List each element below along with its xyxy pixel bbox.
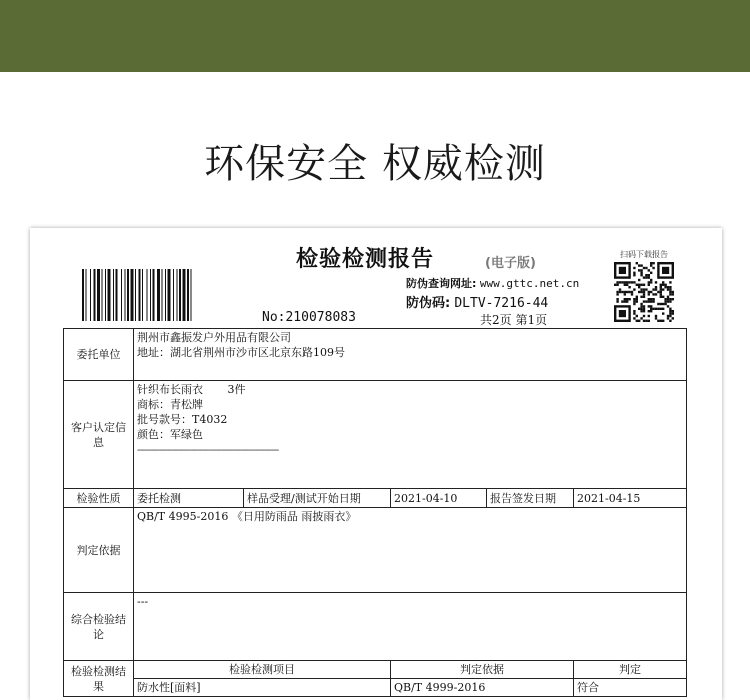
- report-table: [63, 328, 687, 697]
- test-report-document: [30, 228, 722, 700]
- col-item-header: 检验检测项目: [134, 661, 391, 679]
- conclusion-label: 综合检验结论: [64, 593, 134, 661]
- results-label: 检验检测结果: [64, 661, 134, 697]
- table-row: [64, 679, 687, 697]
- customer-line: 针织布长雨衣 3件: [137, 383, 246, 396]
- client-info: [134, 329, 687, 381]
- table-row: [64, 661, 687, 679]
- antifake-label: 防伪码:: [406, 296, 451, 311]
- anti-fake-code: [406, 292, 548, 311]
- top-banner: [0, 0, 750, 72]
- sample-date-value: 2021-04-10: [391, 489, 487, 508]
- issue-date-label: 报告签发日期: [487, 489, 574, 508]
- table-row: [64, 381, 687, 489]
- customer-label: 客户认定信息: [64, 381, 134, 489]
- basis-value: QB/T 4995-2016 《日用防雨品 雨披雨衣》: [134, 508, 687, 593]
- antifake-value: DLTV-7216-44: [454, 296, 549, 311]
- dash-separator: ----------------------------------------------------: [137, 443, 279, 456]
- query-url: www.gttc.net.cn: [479, 277, 580, 290]
- table-row: [64, 489, 687, 508]
- issue-date-value: 2021-04-15: [574, 489, 687, 508]
- table-row: [64, 508, 687, 593]
- item-name: 防水性[面料]: [134, 679, 391, 697]
- customer-line: 商标：青松牌: [137, 398, 203, 411]
- table-row: [64, 329, 687, 381]
- col-basis-header: 判定依据: [391, 661, 574, 679]
- page-headline: 环保安全 权威检测: [204, 141, 546, 187]
- query-label: 防伪查询网址:: [406, 277, 477, 290]
- client-name: 荆州市鑫振发户外用品有限公司: [137, 331, 291, 344]
- table-row: [64, 593, 687, 661]
- customer-line: 批号款号：T4032: [137, 413, 228, 426]
- barcode-image: [82, 269, 258, 321]
- report-number: No:210078083: [262, 310, 356, 325]
- basis-label: 判定依据: [64, 508, 134, 593]
- customer-line: 颜色：军绿色: [137, 428, 203, 441]
- nature-label: 检验性质: [64, 489, 134, 508]
- edition-label: (电子版): [485, 256, 536, 271]
- col-verdict-header: 判定: [574, 661, 687, 679]
- page-count: 共2页 第1页: [480, 313, 548, 327]
- verification-url: [406, 275, 579, 291]
- sample-date-label: 样品受理/测试开始日期: [244, 489, 391, 508]
- report-title: 检验检测报告: [296, 247, 435, 272]
- qr-caption: 扫码下载报告: [620, 250, 668, 259]
- conclusion-value: ---: [134, 593, 687, 661]
- client-address: 地址：湖北省荆州市沙市区北京东路109号: [137, 346, 345, 359]
- client-label: 委托单位: [64, 329, 134, 381]
- item-basis: QB/T 4999-2016: [391, 679, 574, 697]
- item-verdict: 符合: [574, 679, 687, 697]
- qr-code-image: [614, 262, 674, 322]
- customer-info: [134, 381, 687, 489]
- nature-value: 委托检测: [134, 489, 244, 508]
